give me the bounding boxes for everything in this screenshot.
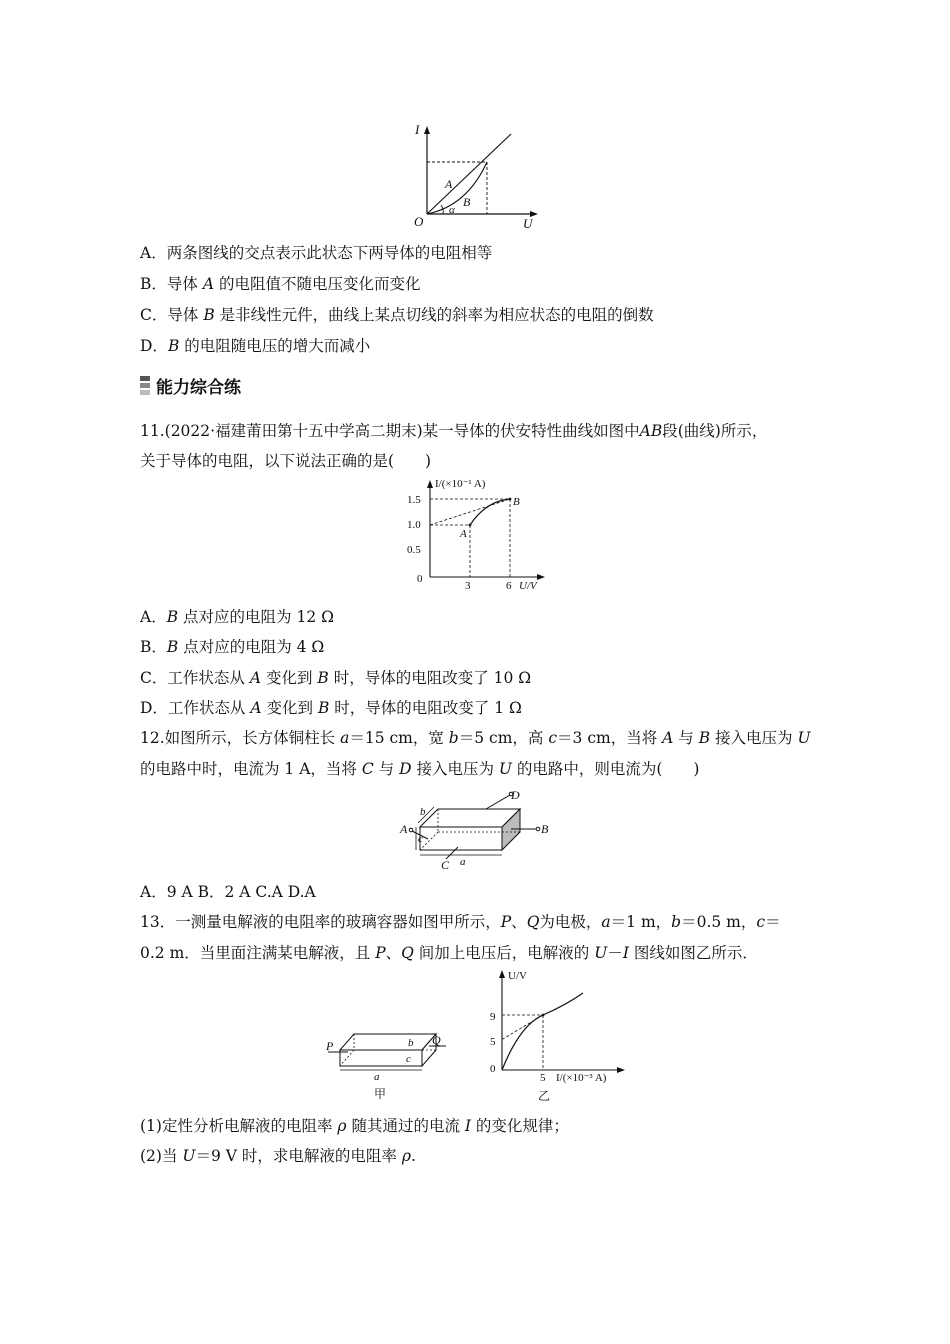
q13-y-tick-9: 9: [490, 1011, 496, 1023]
q11-b-pre: B．: [140, 638, 167, 656]
q11-l1-post: 段(曲线)所示，: [662, 422, 768, 440]
q13-y-tick-5: 5: [490, 1036, 496, 1048]
q10-c-post: 是非线性元件，曲线上某点切线的斜率为相应状态的电阻的倒数: [219, 306, 654, 324]
q13-s1-v2: I: [464, 1117, 471, 1135]
q12-l2-t4: 的电路中，则电流为( ): [511, 760, 700, 778]
q13-stem-line2: [140, 943, 758, 963]
q11-b-var: B: [166, 638, 179, 656]
label-c-terminal: C: [441, 858, 450, 872]
q13-l1-t1: 13．一测量电解液的电阻率的玻璃容器如图甲所示，: [140, 913, 501, 931]
q13-l1-t2: 、: [511, 913, 527, 931]
x-axis-label: U: [523, 216, 533, 231]
q13-s2-v1: U: [182, 1147, 196, 1165]
terminal-b-dot: [536, 827, 540, 831]
q11-x-tick-3: 3: [465, 580, 471, 592]
q11-b-post: 点对应的电阻为 4 Ω: [183, 638, 325, 656]
q11-y-arrow: [427, 480, 433, 488]
q13-s1-t2: 随其通过的电流: [346, 1117, 465, 1135]
q13-y-label: U/V: [508, 970, 527, 982]
q11-l2: 关于导体的电阻，以下说法正确的是( ): [140, 452, 432, 470]
label-c-jia: c: [406, 1053, 411, 1065]
curve-b-label: B: [463, 195, 471, 209]
q12-l1-t3: ＝5 cm，高: [458, 729, 549, 747]
section-heading: [140, 373, 241, 398]
q10-b-pre: B．导体: [140, 275, 198, 293]
q11-c-var2: B: [317, 669, 329, 687]
block-front-face: [420, 827, 502, 850]
q11-d-mid: 变化到: [266, 699, 314, 717]
terminal-a-dot: [409, 828, 413, 832]
q11-y-tick-1-5: 1.5: [407, 494, 421, 506]
q10-option-d: [140, 336, 370, 356]
q11-c-var1: A: [249, 669, 262, 687]
q11-d-post: 时，导体的电阻改变了 1 Ω: [334, 699, 522, 717]
label-d-terminal: D: [511, 788, 520, 802]
q13-point: [542, 1014, 545, 1017]
angle-label: α: [449, 204, 455, 216]
label-q: Q: [432, 1033, 441, 1047]
copper-block-figure: [398, 785, 558, 873]
q11-point-b-label: B: [513, 496, 520, 508]
q13-l2-v1: P: [375, 944, 386, 962]
terminal-d-wire: [486, 795, 510, 809]
section-marker-icon: [140, 376, 150, 396]
section-title: 能力综合练: [156, 378, 241, 398]
q13-l2-v2: Q: [401, 944, 414, 962]
q11-stem-line2: [140, 451, 431, 471]
q11-y-label: I/(×10⁻¹ A): [435, 478, 486, 490]
label-a-jia: a: [374, 1071, 380, 1083]
q11-d-var1: A: [250, 699, 262, 717]
y-axis-arrow: [424, 126, 430, 134]
q12-l1-v4: A: [662, 729, 674, 747]
q10-b-post: 的电阻值不随电压变化而变化: [218, 275, 421, 293]
q13-s2-t2: ＝9 V 时，求电解液的电阻率: [195, 1147, 402, 1165]
q13-l1-t4: ＝1 m，: [610, 913, 672, 931]
label-len-c: c: [418, 833, 423, 845]
q13-s2-v2: ρ: [401, 1147, 411, 1165]
q12-l1-v5: B: [698, 729, 711, 747]
q11-point-a: [469, 524, 472, 527]
q10-d-var: B: [167, 337, 180, 355]
q10-option-a-text: A．两条图线的交点表示此状态下两导体的电阻相等: [140, 244, 493, 262]
q10-option-c: [140, 305, 654, 325]
q11-point-b: [509, 498, 512, 501]
curve-a-label: A: [445, 177, 453, 191]
q12-l2-v2: D: [399, 760, 412, 778]
q12-l1-t5: 与: [673, 729, 699, 747]
q12-l2-t2: 与: [373, 760, 400, 778]
q11-chart: [395, 475, 555, 595]
q11-dashed-origin-to-b: [430, 499, 510, 525]
q13-l1-t6: ＝: [765, 913, 781, 931]
q10-d-pre: D．: [140, 337, 168, 355]
label-b-jia: b: [408, 1037, 414, 1049]
q11-l1-pre: 11.(2022·福建莆田第十五中学高二期末)某一导体的伏安特性曲线如图中: [140, 422, 640, 440]
q13-subquestion-1: [140, 1116, 569, 1136]
q13-l2-v4: I: [622, 944, 629, 962]
q13-l2-t2: 、: [385, 944, 402, 962]
q11-x-arrow: [537, 574, 545, 580]
q11-option-c: [140, 668, 531, 688]
label-p: P: [326, 1039, 334, 1053]
q12-l1-t2: ＝15 cm，宽: [349, 729, 449, 747]
q11-option-a: [140, 607, 334, 627]
q12-l2-v3: U: [498, 760, 512, 778]
q10-option-b: [140, 274, 420, 294]
container-figure-jia: [322, 1020, 452, 1100]
q11-option-d: [140, 698, 522, 718]
q13-subquestion-2: [140, 1146, 416, 1166]
q13-l2-v3: U: [594, 944, 608, 962]
q10-c-var: B: [203, 306, 215, 324]
q12-l1-t6: 接入电压为: [710, 729, 798, 747]
q12-l2-v1: C: [361, 760, 374, 778]
q11-option-b: [140, 637, 324, 657]
q12-stem-line2: [140, 759, 699, 779]
q13-l1-v1: P: [500, 913, 512, 931]
q13-l1-v2: Q: [526, 913, 540, 931]
q10-b-var: A: [202, 275, 215, 293]
label-b-terminal: B: [541, 822, 549, 836]
q13-l2-t4: －: [607, 944, 623, 962]
q11-c-post: 时，导体的电阻改变了 10 Ω: [333, 669, 532, 687]
label-len-a: a: [460, 856, 466, 868]
label-a-terminal: A: [400, 822, 408, 836]
q13-l2-t1: 0.2 m．当里面注满某电解液，且: [140, 944, 376, 962]
curve-b: [427, 162, 487, 214]
q13-s2-t3: .: [410, 1147, 416, 1165]
q12-stem-line1: [140, 728, 811, 748]
q11-curve-ab: [470, 499, 510, 525]
q13-x-arrow: [617, 1067, 625, 1073]
q13-l2-t5: 图线如图乙所示．: [628, 944, 758, 962]
q12-l1-v3: c: [548, 729, 558, 747]
q13-l1-v4: b: [671, 913, 682, 931]
q11-d-var2: B: [317, 699, 330, 717]
q11-d-pre: D．工作状态从: [140, 699, 246, 717]
q13-s1-v1: ρ: [337, 1117, 347, 1135]
q12-l1-v1: a: [340, 729, 350, 747]
q13-l1-v3: a: [601, 913, 611, 931]
q13-y-tick-0: 0: [490, 1063, 496, 1075]
q11-y-tick-0: 0: [417, 573, 423, 585]
y-axis-label: I: [415, 122, 420, 137]
q11-stem-line1: [140, 421, 767, 441]
q13-l2-t3: 间加上电压后，电解液的: [413, 944, 595, 962]
q11-x-label: U/V: [519, 580, 537, 592]
q11-c-mid: 变化到: [265, 669, 313, 687]
q13-l1-t5: ＝0.5 m，: [681, 913, 757, 931]
label-len-b: b: [420, 806, 426, 818]
q13-s1-t1: (1)定性分析电解液的电阻率: [140, 1117, 338, 1135]
q10-option-a: [140, 243, 492, 263]
q13-chart: [480, 965, 630, 1105]
q12-l1-t1: 12.如图所示，长方体铜柱长: [140, 729, 341, 747]
caption-jia: 甲: [374, 1087, 387, 1101]
q13-x-label: I/(×10⁻³ A): [556, 1072, 607, 1084]
q13-x-tick-5: 5: [540, 1072, 546, 1084]
q11-a-post: 点对应的电阻为 12 Ω: [183, 608, 334, 626]
q11-l1-var: AB: [639, 422, 663, 440]
q13-l1-t3: 为电极，: [539, 913, 602, 931]
q13-s2-t1: (2)当: [140, 1147, 183, 1165]
q10-d-post: 的电阻随电压的增大而减小: [184, 337, 371, 355]
q11-c-pre: C．工作状态从: [140, 669, 245, 687]
q12-options: [140, 882, 316, 902]
q11-point-a-label: A: [460, 528, 467, 540]
q11-y-tick-0-5: 0.5: [407, 544, 421, 556]
q11-a-pre: A．: [140, 608, 167, 626]
q13-y-arrow: [499, 970, 505, 978]
q13-curve-ui: [502, 993, 583, 1070]
q12-l1-v2: b: [448, 729, 459, 747]
q12-options-text: A．9 A B．2 A C.A D.A: [140, 883, 316, 901]
q12-l1-v6: U: [797, 729, 811, 747]
q11-y-tick-1-0: 1.0: [407, 519, 421, 531]
q13-s1-t3: 的变化规律；: [471, 1117, 569, 1135]
caption-yi: 乙: [538, 1089, 551, 1103]
q12-l2-t1: 的电路中时，电流为 1 A，当将: [140, 760, 362, 778]
q13-stem-line1: [140, 912, 781, 932]
q10-c-pre: C．导体: [140, 306, 199, 324]
q11-a-var: B: [166, 608, 179, 626]
q13-l1-v5: c: [756, 913, 766, 931]
q12-l1-t4: ＝3 cm，当将: [557, 729, 663, 747]
iu-graph-figure: [405, 122, 545, 232]
origin-label: O: [414, 214, 424, 229]
q12-l2-t3: 接入电压为: [411, 760, 499, 778]
q11-x-tick-6: 6: [506, 580, 512, 592]
